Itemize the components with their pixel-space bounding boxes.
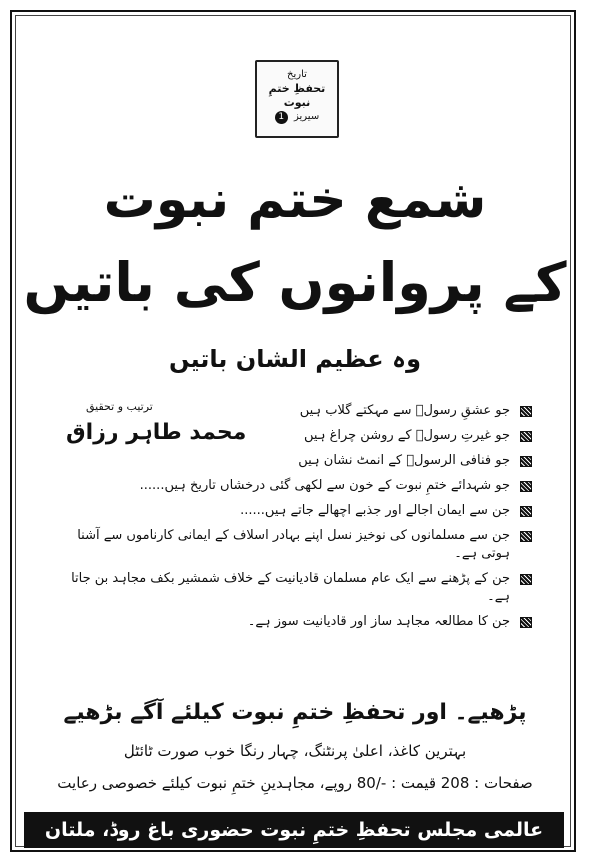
point-text: جو شہدائے ختمِ نبوت کے خون سے لکھی گئی درخشاں تاریخ ہیں...... <box>139 478 510 493</box>
bullet-icon <box>520 617 532 628</box>
badge-line1: تاریخ <box>287 69 307 80</box>
publisher-footer: عالمی مجلس تحفظِ ختمِ نبوت حضوری باغ روڈ، ملتان <box>24 812 564 848</box>
compiler-name: محمد طاہر رزاق <box>66 420 247 445</box>
list-item <box>260 452 532 470</box>
list-item <box>62 477 532 495</box>
point-text: جو فنافی الرسولؐ کے انمٹ نشان ہیں <box>298 453 510 468</box>
badge-series-number: 1 <box>275 111 288 124</box>
bullet-icon <box>520 431 532 442</box>
point-text: جن سے ایمان اجالے اور جذبے اچھالے جاتے ہیں...... <box>240 503 510 518</box>
list-item <box>260 427 532 445</box>
list-item <box>62 527 532 563</box>
list-item <box>62 613 532 631</box>
point-text: جو عشقِ رسولؐ سے مہکتے گلاب ہیں <box>299 403 510 418</box>
point-text: جو غیرتِ رسولؐ کے روشن چراغ ہیں <box>304 428 510 443</box>
point-text: جن سے مسلمانوں کی نوخیز نسل اپنے بہادر اسلاف کے ایمانی کارناموں سے آشنا ہوتی ہے۔ <box>77 528 510 561</box>
subtitle: وہ عظیم الشان باتیں <box>168 345 422 373</box>
badge-series-label: سیریز <box>293 111 320 122</box>
list-item <box>260 402 532 420</box>
bullet-icon <box>520 481 532 492</box>
call-to-action: پڑھیے۔ اور تحفظِ ختمِ نبوت کیلئے آگے بڑھیے <box>63 700 527 725</box>
list-item <box>62 570 532 606</box>
point-text: جن کا مطالعہ مجاہد ساز اور قادیانیت سوز ہے۔ <box>247 614 510 629</box>
compiler-label: ترتیب و تحقیق <box>86 400 153 413</box>
title-line2: کے پروانوں کی باتیں <box>23 251 567 314</box>
bullet-icon <box>520 406 532 417</box>
point-text: جن کے پڑھنے سے ایک عام مسلمان قادیانیت کے خلاف شمشیر بکف مجاہد بن جاتا ہے۔ <box>71 571 510 604</box>
series-badge <box>242 50 354 150</box>
features-line: بہترین کاغذ، اعلیٰ پرنٹنگ، چہار رنگا خوب صورت ٹائٹل <box>123 742 467 760</box>
bullet-icon <box>520 531 532 542</box>
badge-line2: تحفظِ ختمِ نبوت <box>268 82 326 109</box>
bullet-icon <box>520 456 532 467</box>
title-line1: شمع ختم نبوت <box>103 170 487 230</box>
badge-series <box>257 110 337 124</box>
points-list <box>62 402 532 638</box>
book-emblem-icon <box>255 60 339 138</box>
list-item <box>62 502 532 520</box>
specs-line: صفحات : 208 قیمت : -/80 روپے، مجاہدینِ ختمِ نبوت کیلئے خصوصی رعایت <box>57 774 533 792</box>
bullet-icon <box>520 574 532 585</box>
bullet-icon <box>520 506 532 517</box>
